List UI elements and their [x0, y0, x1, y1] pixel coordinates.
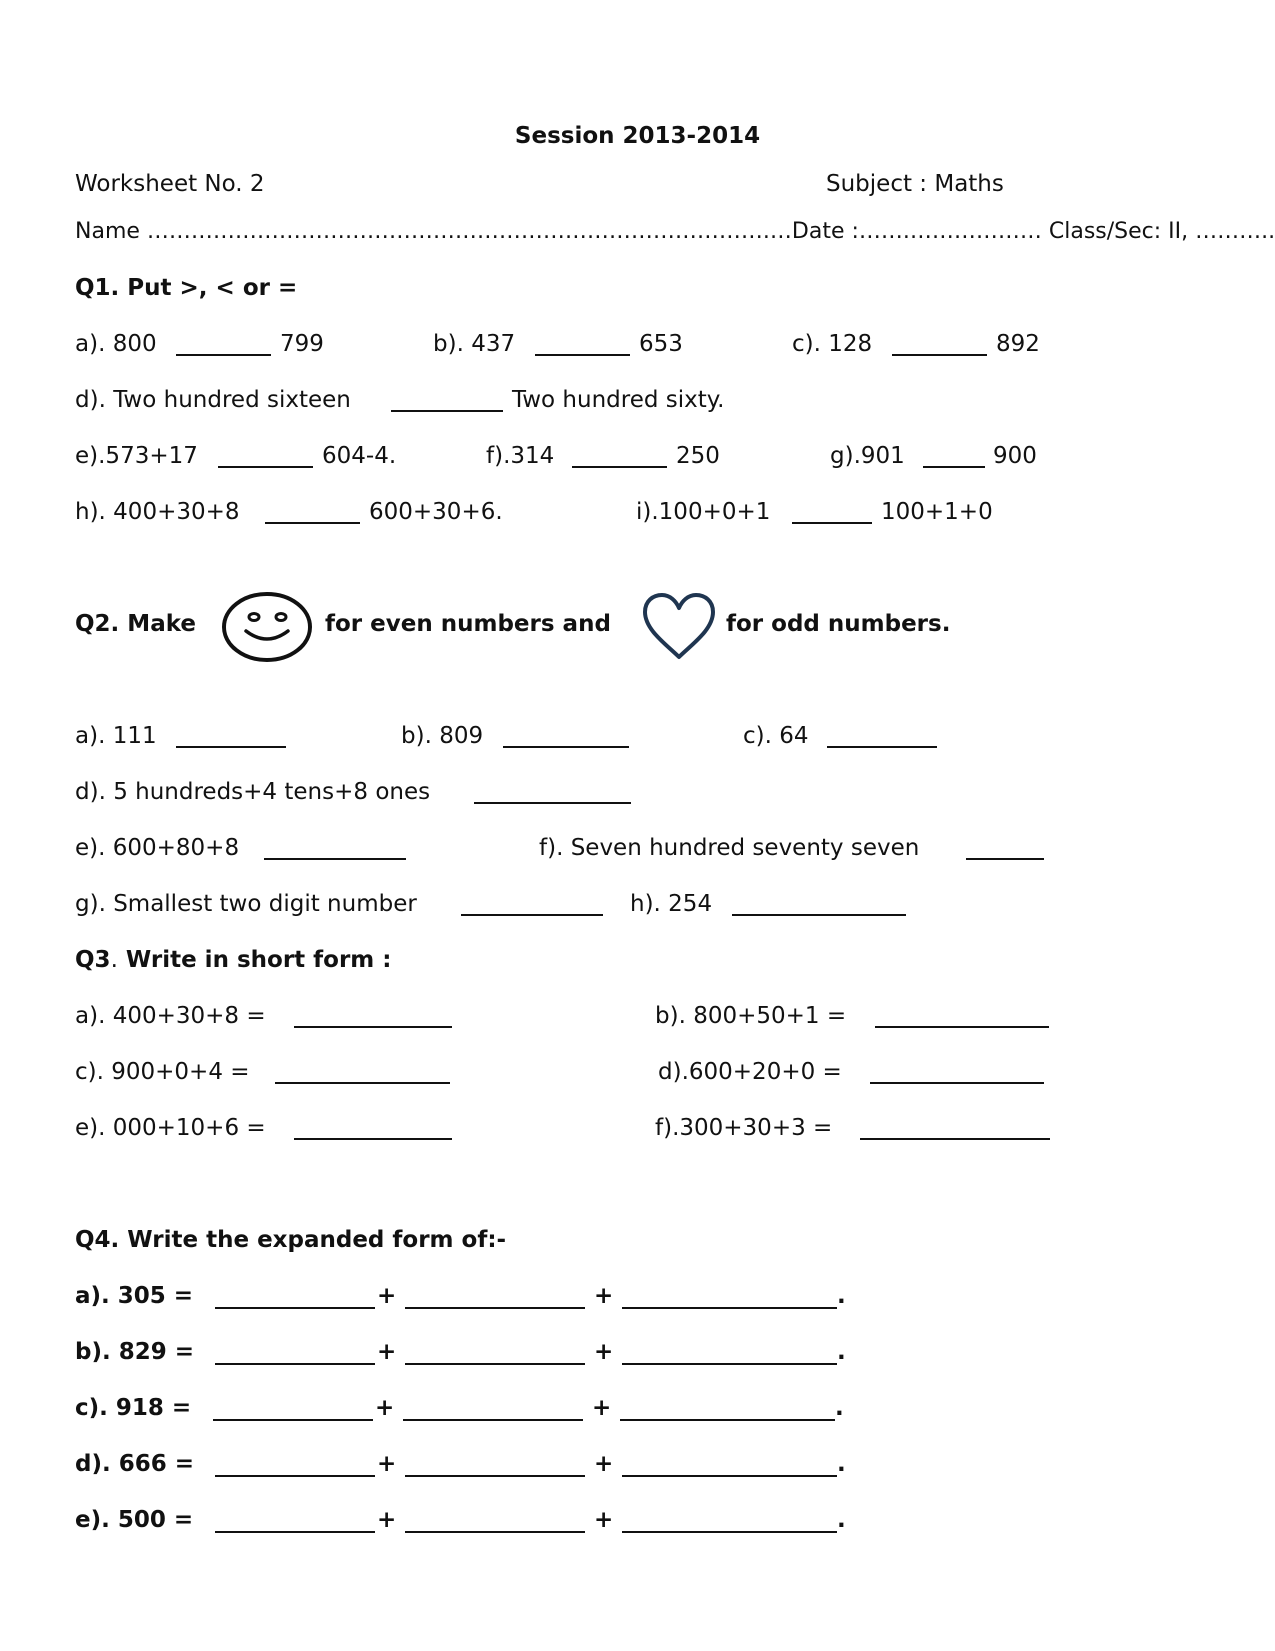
q4-item-d-plus-1: +	[377, 1451, 397, 1477]
q3-title-text: Write in short form :	[125, 947, 392, 973]
q3-item-c: c). 900+0+4 =	[75, 1059, 250, 1085]
q4-item-a-plus-2: +	[594, 1283, 614, 1309]
q3-item-c-blank[interactable]	[275, 1082, 450, 1084]
q2-item-b-blank[interactable]	[503, 746, 629, 748]
q4-item-e-plus-2: +	[594, 1507, 614, 1533]
q4-item-c-end: .	[835, 1395, 844, 1421]
q4-item-b-blank-2[interactable]	[405, 1363, 585, 1365]
q1-item-i-right: 100+1+0	[881, 499, 993, 525]
q1-item-e-right: 604-4.	[322, 443, 397, 469]
subject-label: Subject : Maths	[826, 171, 1004, 197]
q1-item-e-blank[interactable]	[218, 466, 313, 468]
q4-item-c: c). 918 =	[75, 1395, 192, 1421]
q1-item-e-left: e).573+17	[75, 443, 198, 469]
session-title: Session 2013-2014	[514, 123, 761, 149]
q1-item-b-blank[interactable]	[535, 354, 630, 356]
q2-item-g-blank[interactable]	[461, 914, 603, 916]
name-date-class-line: Name ………………………………………………………………………….…Date :…….……………… Class/Sec: II, ………..	[75, 219, 1275, 244]
q2-item-d: d). 5 hundreds+4 tens+8 ones	[75, 779, 431, 805]
q3-item-b: b). 800+50+1 =	[655, 1003, 847, 1029]
q3-item-a-blank[interactable]	[294, 1026, 452, 1028]
q4-item-d: d). 666 =	[75, 1451, 195, 1477]
q3-title	[75, 946, 391, 974]
q1-item-h-left: h). 400+30+8	[75, 499, 240, 525]
q4-item-a: a). 305 =	[75, 1283, 194, 1309]
q2-title-start: Q2. Make	[75, 611, 196, 637]
q3-item-f-blank[interactable]	[860, 1138, 1050, 1140]
q2-item-f: f). Seven hundred seventy seven	[539, 835, 920, 861]
q1-item-f-right: 250	[676, 443, 720, 469]
q2-item-c: c). 64	[743, 723, 809, 749]
q3-item-d: d).600+20+0 =	[658, 1059, 842, 1085]
q1-item-d-right: Two hundred sixty.	[512, 387, 725, 413]
q4-item-a-end: .	[837, 1283, 846, 1309]
smiley-face-icon	[220, 590, 314, 664]
q1-item-g-blank[interactable]	[923, 466, 985, 468]
q4-item-b-blank-1[interactable]	[215, 1363, 375, 1365]
q2-item-f-blank[interactable]	[966, 858, 1044, 860]
q2-item-g: g). Smallest two digit number	[75, 891, 417, 917]
q4-item-c-plus-1: +	[375, 1395, 395, 1421]
q2-item-a-blank[interactable]	[176, 746, 286, 748]
q4-item-d-blank-2[interactable]	[405, 1475, 585, 1477]
q2-item-h-blank[interactable]	[732, 914, 906, 916]
q4-item-e-blank-3[interactable]	[622, 1531, 837, 1533]
q1-item-a-left: a). 800	[75, 331, 157, 357]
q2-item-e-blank[interactable]	[264, 858, 406, 860]
q1-item-h-blank[interactable]	[265, 522, 360, 524]
q2-item-h: h). 254	[630, 891, 713, 917]
q1-item-h-right: 600+30+6.	[369, 499, 503, 525]
q3-item-e-blank[interactable]	[294, 1138, 452, 1140]
q1-item-f-blank[interactable]	[572, 466, 667, 468]
q2-item-e: e). 600+80+8	[75, 835, 240, 861]
q2-title-middle: for even numbers and	[325, 611, 611, 637]
q4-item-c-blank-3[interactable]	[620, 1419, 835, 1421]
q4-item-e-blank-1[interactable]	[215, 1531, 375, 1533]
q4-item-b-plus-2: +	[594, 1339, 614, 1365]
q4-item-a-blank-1[interactable]	[215, 1307, 375, 1309]
q1-item-c-left: c). 128	[792, 331, 873, 357]
q4-item-c-blank-1[interactable]	[213, 1419, 373, 1421]
q4-item-c-plus-2: +	[592, 1395, 612, 1421]
q1-title: Q1. Put >, < or =	[75, 275, 298, 301]
q3-title-dot: .	[110, 947, 118, 973]
q3-item-f: f).300+30+3 =	[655, 1115, 833, 1141]
q1-item-a-blank[interactable]	[176, 354, 271, 356]
q1-item-d-left: d). Two hundred sixteen	[75, 387, 351, 413]
q1-item-g-right: 900	[993, 443, 1037, 469]
q1-item-a-right: 799	[280, 331, 324, 357]
q4-item-b-plus-1: +	[377, 1339, 397, 1365]
q1-item-b-left: b). 437	[433, 331, 516, 357]
q4-item-a-blank-3[interactable]	[622, 1307, 837, 1309]
q1-item-g-left: g).901	[830, 443, 905, 469]
q2-item-d-blank[interactable]	[474, 802, 631, 804]
q4-item-e: e). 500 =	[75, 1507, 194, 1533]
heart-icon	[641, 592, 717, 662]
worksheet-number: Worksheet No. 2	[75, 171, 265, 197]
q1-item-b-right: 653	[639, 331, 683, 357]
q1-item-i-blank[interactable]	[792, 522, 872, 524]
q4-item-d-plus-2: +	[594, 1451, 614, 1477]
q2-item-c-blank[interactable]	[827, 746, 937, 748]
q3-title-number: Q3	[75, 947, 111, 973]
q4-item-d-end: .	[837, 1451, 846, 1477]
q3-item-b-blank[interactable]	[875, 1026, 1049, 1028]
q3-item-d-blank[interactable]	[870, 1082, 1044, 1084]
q4-item-c-blank-2[interactable]	[403, 1419, 583, 1421]
q1-item-f-left: f).314	[486, 443, 555, 469]
q2-item-b: b). 809	[401, 723, 484, 749]
q1-item-c-right: 892	[996, 331, 1040, 357]
q4-item-e-plus-1: +	[377, 1507, 397, 1533]
q2-title-end: for odd numbers.	[726, 611, 951, 637]
q1-item-d-blank[interactable]	[391, 410, 503, 412]
q2-item-a: a). 111	[75, 723, 157, 749]
q4-item-e-blank-2[interactable]	[405, 1531, 585, 1533]
q4-item-b-end: .	[837, 1339, 846, 1365]
q4-item-d-blank-1[interactable]	[215, 1475, 375, 1477]
q1-item-i-left: i).100+0+1	[636, 499, 771, 525]
q4-item-a-blank-2[interactable]	[405, 1307, 585, 1309]
q3-item-e: e). 000+10+6 =	[75, 1115, 266, 1141]
q4-title: Q4. Write the expanded form of:-	[75, 1227, 507, 1253]
q4-item-b-blank-3[interactable]	[622, 1363, 837, 1365]
q4-item-a-plus-1: +	[377, 1283, 397, 1309]
q4-item-d-blank-3[interactable]	[622, 1475, 837, 1477]
q4-item-e-end: .	[837, 1507, 846, 1533]
q4-item-b: b). 829 =	[75, 1339, 195, 1365]
q3-item-a: a). 400+30+8 =	[75, 1003, 266, 1029]
q1-item-c-blank[interactable]	[892, 354, 987, 356]
